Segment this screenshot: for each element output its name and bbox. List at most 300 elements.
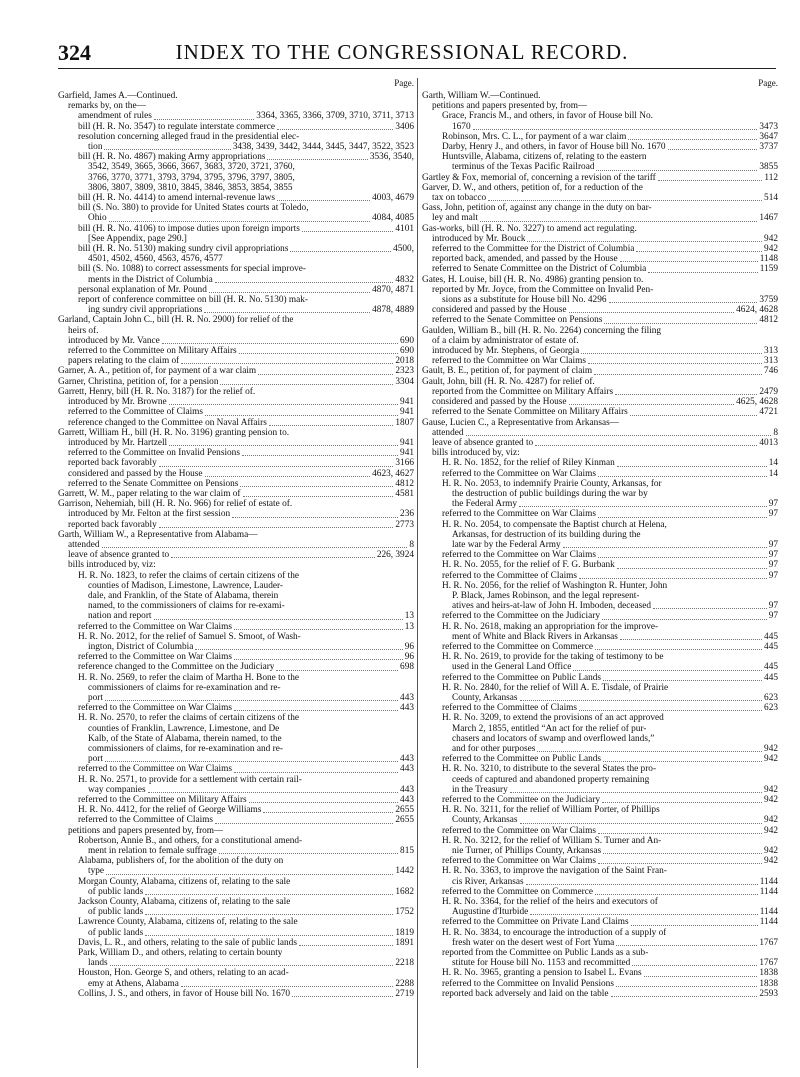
entry-page-ref: 4581 bbox=[395, 488, 414, 499]
entry-text: H. R. No. 3212, for the relief of William S. Turner and An- bbox=[442, 835, 662, 846]
entry-page-ref: 13 bbox=[404, 611, 414, 622]
dot-leader bbox=[234, 710, 398, 711]
entry-text: Augustine d'Iturbide bbox=[452, 907, 529, 918]
index-entry bbox=[58, 499, 414, 509]
dot-leader bbox=[290, 251, 391, 252]
entry-text: H. R. No. 3965, granting a pension to Isabel L. Evans bbox=[442, 968, 642, 979]
entry-text: Ohio bbox=[88, 213, 107, 224]
entry-page-ref: 4812 bbox=[395, 478, 414, 489]
index-entry bbox=[422, 264, 778, 274]
entry-page-ref: 942 bbox=[764, 754, 778, 765]
entry-text: terminus of the Texas Pacific Railroad bbox=[452, 162, 595, 173]
entry-page-ref: 3364, 3365, 3366, 3709, 3710, 3711, 3713 bbox=[256, 111, 414, 122]
entry-text: lands bbox=[88, 958, 108, 969]
index-entry bbox=[422, 428, 778, 438]
index-entry bbox=[422, 489, 778, 499]
index-entry bbox=[58, 693, 414, 703]
dot-leader bbox=[215, 282, 394, 283]
entry-page-ref: 1144 bbox=[759, 907, 778, 918]
entry-text: introduced by Mr. Hartzell bbox=[68, 437, 168, 448]
entry-page-ref: 443 bbox=[400, 795, 414, 806]
index-entry bbox=[58, 315, 414, 325]
entry-text: referred to the Committee on War Claims bbox=[442, 856, 596, 867]
entry-text: fresh water on the desert west of Fort Yuma bbox=[452, 937, 615, 948]
index-entry bbox=[422, 152, 778, 162]
entry-text: Arkansas, for destruction of its building during the bbox=[452, 529, 641, 540]
dot-leader bbox=[145, 914, 393, 915]
entry-text: [See Appendix, page 290.] bbox=[88, 233, 187, 244]
index-entry bbox=[422, 407, 778, 417]
entry-text: ments in the District of Columbia bbox=[88, 274, 213, 285]
entry-page-ref: 226, 3924 bbox=[376, 550, 414, 561]
index-entry bbox=[422, 91, 778, 101]
index-entry bbox=[422, 591, 778, 601]
entry-text: report of conference committee on bill (H. R. No. 5130) mak- bbox=[78, 295, 309, 306]
index-entry bbox=[422, 724, 778, 734]
entry-text: tion bbox=[88, 142, 103, 153]
entry-page-ref: 942 bbox=[764, 795, 778, 806]
index-entry bbox=[58, 509, 414, 519]
dot-leader bbox=[537, 751, 762, 752]
entry-text: 3806, 3807, 3809, 3810, 3845, 3846, 3853, 3854, 3855 bbox=[88, 182, 293, 193]
dot-leader bbox=[596, 170, 757, 171]
index-entry bbox=[422, 805, 778, 815]
dot-leader bbox=[631, 925, 758, 926]
index-entry bbox=[422, 683, 778, 693]
index-entry bbox=[58, 489, 414, 499]
dot-leader bbox=[466, 435, 772, 436]
index-entry bbox=[58, 744, 414, 754]
entry-page-ref: 96 bbox=[404, 641, 414, 652]
entry-page-ref: 942 bbox=[764, 784, 778, 795]
entry-text: port bbox=[88, 754, 103, 765]
entry-text: port bbox=[88, 692, 103, 703]
index-entry bbox=[422, 917, 778, 927]
dot-leader bbox=[617, 568, 767, 569]
entry-page-ref: 4832 bbox=[395, 274, 414, 285]
entry-text: Gaulden, William B., bill (H. R. No. 2264) concerning the filing bbox=[422, 325, 662, 336]
dot-leader bbox=[204, 312, 370, 313]
index-entry bbox=[422, 846, 778, 856]
entry-text: petitions and papers presented by, from— bbox=[432, 101, 588, 112]
entry-page-ref: 1819 bbox=[395, 927, 414, 938]
entry-page-ref: 3406 bbox=[395, 121, 414, 132]
index-entry bbox=[58, 438, 414, 448]
index-entry bbox=[58, 397, 414, 407]
entry-text: Gault, John, bill (H. R. No. 4287) for relief of. bbox=[422, 376, 595, 387]
entry-page-ref: 4870, 4871 bbox=[372, 284, 414, 295]
entry-text: Robertson, Annie B., and others, for a constitutional amend- bbox=[78, 835, 303, 846]
index-entry bbox=[58, 387, 414, 397]
index-entry bbox=[58, 377, 414, 387]
page-number: 324 bbox=[58, 40, 91, 65]
dot-leader bbox=[535, 445, 757, 446]
entry-page-ref: 2719 bbox=[395, 988, 414, 999]
index-entry bbox=[58, 662, 414, 672]
entry-page-ref: 3438, 3439, 3442, 3444, 3445, 3447, 3522, 3523 bbox=[232, 142, 414, 153]
index-entry bbox=[422, 652, 778, 662]
index-entry bbox=[422, 520, 778, 530]
dot-leader bbox=[234, 659, 403, 660]
entry-page-ref: 4101 bbox=[395, 223, 414, 234]
index-entry bbox=[422, 448, 778, 458]
entry-page-ref: 443 bbox=[400, 692, 414, 703]
entry-text: referred to Senate Committee on the District of Columbia bbox=[432, 264, 647, 275]
entry-text: of public lands bbox=[88, 886, 144, 897]
index-entry bbox=[58, 560, 414, 570]
entry-text: Garrett, W. M., paper relating to the war claim of bbox=[58, 488, 241, 499]
index-entry bbox=[58, 601, 414, 611]
index-entry bbox=[422, 836, 778, 846]
index-entry bbox=[422, 244, 778, 254]
index-entry bbox=[422, 611, 778, 621]
index-entry bbox=[422, 101, 778, 111]
dot-leader bbox=[630, 415, 758, 416]
entry-text: Collins, J. S., and others, in favor of House bill No. 1670 bbox=[78, 988, 291, 999]
index-entry bbox=[422, 377, 778, 387]
entry-text: March 2, 1855, entitled “An act for the relief of pur- bbox=[452, 723, 647, 734]
entry-page-ref: 1144 bbox=[759, 917, 778, 928]
index-entry bbox=[58, 713, 414, 723]
dot-leader bbox=[105, 761, 398, 762]
entry-text: Davis, L. R., and others, relating to the sale of public lands bbox=[78, 937, 297, 948]
entry-page-ref: 8 bbox=[773, 427, 778, 438]
entry-text: reported by Mr. Joyce, from the Committee on Invalid Pen- bbox=[432, 284, 654, 295]
index-entry bbox=[58, 785, 414, 795]
entry-text: County, Arkansas bbox=[452, 815, 518, 826]
index-entry bbox=[422, 601, 778, 611]
entry-page-ref: 1767 bbox=[759, 958, 778, 969]
entry-page-ref: 1467 bbox=[759, 213, 778, 224]
index-entry bbox=[58, 203, 414, 213]
dot-leader bbox=[104, 149, 230, 150]
index-entry bbox=[58, 520, 414, 530]
dot-leader bbox=[154, 619, 403, 620]
index-entry bbox=[58, 683, 414, 693]
entry-page-ref: 3166 bbox=[395, 458, 414, 469]
index-entry bbox=[58, 285, 414, 295]
entry-text: reported back favorably bbox=[68, 519, 157, 530]
index-entry bbox=[422, 173, 778, 183]
dot-leader bbox=[598, 517, 767, 518]
index-entry bbox=[58, 764, 414, 774]
entry-page-ref: 1767 bbox=[759, 937, 778, 948]
entry-text: stitute for House bill No. 1153 and recommitted bbox=[452, 958, 631, 969]
entry-page-ref: 623 bbox=[764, 703, 778, 714]
index-entry bbox=[422, 275, 778, 285]
entry-page-ref: 4500, bbox=[393, 244, 414, 255]
index-entry bbox=[58, 173, 414, 183]
entry-page-ref: 3647 bbox=[759, 131, 778, 142]
index-entry bbox=[58, 622, 414, 632]
entry-text: remarks by, on the— bbox=[68, 101, 146, 112]
entry-page-ref: 3855 bbox=[759, 162, 778, 173]
entry-page-ref: 2288 bbox=[395, 978, 414, 989]
index-entry bbox=[58, 428, 414, 438]
entry-text: Kalb, of the State of Alabama, therein named, to the bbox=[88, 733, 282, 744]
entry-page-ref: 1838 bbox=[759, 978, 778, 989]
index-entry bbox=[422, 897, 778, 907]
entry-text: reference changed to the Committee on the Judiciary bbox=[78, 662, 275, 673]
entry-page-ref: 1807 bbox=[395, 417, 414, 428]
dot-leader bbox=[277, 200, 370, 201]
entry-page-ref: 4623, 4627 bbox=[372, 468, 414, 479]
index-entry bbox=[422, 203, 778, 213]
entry-text: H. R. No. 2012, for the relief of Samuel S. Smoot, of Wash- bbox=[78, 631, 301, 642]
entry-text: ley and malt bbox=[432, 213, 478, 224]
entry-text: Houston, Hon. George S, and others, relating to an acad- bbox=[78, 968, 289, 979]
entry-page-ref: 815 bbox=[400, 846, 414, 857]
entry-text: of public lands bbox=[88, 907, 144, 918]
dot-leader bbox=[616, 986, 757, 987]
entry-page-ref: 3737 bbox=[759, 142, 778, 153]
dot-leader bbox=[299, 945, 393, 946]
dot-leader bbox=[302, 231, 394, 232]
index-entry bbox=[58, 418, 414, 428]
dot-leader bbox=[205, 415, 398, 416]
entry-page-ref: 236 bbox=[400, 509, 414, 520]
index-entry bbox=[422, 142, 778, 152]
dot-leader bbox=[154, 119, 254, 120]
entry-text: H. R. No. 3834, to encourage the introduction of a supply of bbox=[442, 927, 667, 938]
dot-leader bbox=[527, 241, 762, 242]
entry-text: ceeds of captured and abandoned property remaining bbox=[452, 774, 650, 785]
entry-text: considered and passed by the House bbox=[432, 305, 567, 316]
index-entry bbox=[422, 285, 778, 295]
entry-text: referred to the Committee on Public Lands bbox=[442, 672, 602, 683]
entry-text: Gault, B. E., petition of, for payment of claim bbox=[422, 366, 593, 377]
dot-leader bbox=[648, 272, 757, 273]
index-entry bbox=[422, 315, 778, 325]
entry-text: referred to the Committee on Private Land Claims bbox=[442, 917, 629, 928]
entry-page-ref: 2773 bbox=[395, 519, 414, 530]
entry-page-ref: 942 bbox=[764, 244, 778, 255]
dot-leader bbox=[581, 353, 762, 354]
entry-text: bill (S. No. 380) to provide for United States courts at Toledo, bbox=[78, 203, 309, 214]
entry-page-ref: 3536, 3540, bbox=[369, 152, 414, 163]
dot-leader bbox=[658, 180, 763, 181]
dot-leader bbox=[181, 363, 393, 364]
entry-text: reported back favorably bbox=[68, 458, 157, 469]
dot-leader bbox=[145, 935, 393, 936]
entry-text: referred to the Committee on Invalid Pensions bbox=[442, 978, 614, 989]
index-entry bbox=[58, 91, 414, 101]
entry-text: attended bbox=[432, 427, 464, 438]
entry-page-ref: 97 bbox=[768, 570, 778, 581]
dot-leader bbox=[636, 251, 762, 252]
entry-page-ref: 97 bbox=[768, 601, 778, 612]
entry-page-ref: 2323 bbox=[395, 366, 414, 377]
entry-text: commissioners of claims for re-examination and re- bbox=[88, 682, 281, 693]
index-entry bbox=[422, 499, 778, 509]
dot-leader bbox=[215, 823, 393, 824]
entry-text: Garfield, James A.—Continued. bbox=[58, 91, 178, 101]
index-entry bbox=[422, 785, 778, 795]
index-entry bbox=[58, 938, 414, 948]
dot-leader bbox=[220, 384, 393, 385]
entry-text: dale, and Franklin, of the State of Alabama, therein bbox=[88, 590, 279, 601]
dot-leader bbox=[249, 802, 398, 803]
entry-page-ref: 942 bbox=[764, 846, 778, 857]
index-entry bbox=[58, 132, 414, 142]
entry-text: referred to the Committee on Commerce bbox=[442, 886, 594, 897]
index-entry bbox=[58, 193, 414, 203]
dot-leader bbox=[615, 394, 757, 395]
index-entry bbox=[422, 162, 778, 172]
entry-page-ref: 97 bbox=[768, 550, 778, 561]
index-entry bbox=[422, 530, 778, 540]
dot-leader bbox=[195, 649, 402, 650]
index-entry bbox=[58, 581, 414, 591]
index-entry bbox=[422, 989, 778, 999]
entry-text: H. R. No. 2618, making an appropriation for the improve- bbox=[442, 621, 659, 632]
dot-leader bbox=[219, 853, 398, 854]
entry-text: Jackson County, Alabama, citizens of, relating to the sale bbox=[78, 897, 291, 908]
entry-text: way companies bbox=[88, 784, 146, 795]
entry-text: Garner, A. A., petition of, for payment of a war claim bbox=[58, 366, 257, 377]
entry-text: nation and report bbox=[88, 611, 152, 622]
dot-leader bbox=[242, 455, 398, 456]
index-entry bbox=[422, 928, 778, 938]
index-entry bbox=[422, 366, 778, 376]
entry-page-ref: 4003, 4679 bbox=[372, 193, 414, 204]
index-entry bbox=[422, 887, 778, 897]
entry-page-ref: 97 bbox=[768, 539, 778, 550]
dot-leader bbox=[519, 506, 767, 507]
dot-leader bbox=[595, 894, 758, 895]
entry-page-ref: 4812 bbox=[759, 315, 778, 326]
entry-text: referred to the Committee on the Judiciary bbox=[442, 795, 600, 806]
index-entry bbox=[422, 979, 778, 989]
entry-text: H. R. No. 2840, for the relief of Will A. E. Tisdale, of Prairie bbox=[442, 682, 669, 693]
dot-leader bbox=[488, 200, 762, 201]
index-entry bbox=[58, 917, 414, 927]
entry-page-ref: 942 bbox=[764, 815, 778, 826]
dot-leader bbox=[628, 139, 757, 140]
index-entry bbox=[58, 244, 414, 254]
dot-leader bbox=[234, 772, 398, 773]
dot-leader bbox=[588, 363, 762, 364]
index-entry bbox=[422, 418, 778, 428]
entry-text: counties of Franklin, Lawrence, Limestone, and De bbox=[88, 723, 280, 734]
index-entry bbox=[422, 642, 778, 652]
entry-page-ref: 623 bbox=[764, 692, 778, 703]
index-entry bbox=[58, 213, 414, 223]
entry-text: referred to the Committee of Claims bbox=[442, 570, 578, 581]
index-entry bbox=[58, 550, 414, 560]
entry-page-ref: 445 bbox=[764, 672, 778, 683]
entry-text: introduced by Mr. Bouck bbox=[432, 233, 526, 244]
index-entry bbox=[422, 479, 778, 489]
entry-text: P. Black, James Robinson, and the legal represent- bbox=[452, 590, 640, 601]
index-entry bbox=[58, 591, 414, 601]
index-entry bbox=[58, 183, 414, 193]
entry-text: 3766, 3770, 3771, 3793, 3794, 3795, 3796, 3797, 3805, bbox=[88, 172, 295, 183]
entry-page-ref: 4084, 4085 bbox=[372, 213, 414, 224]
index-entry bbox=[58, 326, 414, 336]
entry-text: ington, District of Columbia bbox=[88, 641, 194, 652]
index-column-left bbox=[58, 78, 414, 999]
index-entry bbox=[58, 346, 414, 356]
entry-text: Garth, William W., a Representative from Alabama— bbox=[58, 529, 258, 540]
entry-page-ref: 443 bbox=[400, 784, 414, 795]
entry-text: bill (H. R. No. 4106) to impose duties upon foreign imports bbox=[78, 223, 300, 234]
entry-page-ref: 112 bbox=[764, 172, 778, 183]
index-entry bbox=[58, 989, 414, 999]
dot-leader bbox=[267, 159, 367, 160]
entry-text: introduced by Mr. Felton at the first session bbox=[68, 509, 231, 520]
index-entry bbox=[422, 744, 778, 754]
index-entry bbox=[422, 938, 778, 948]
dot-leader bbox=[102, 547, 408, 548]
dot-leader bbox=[569, 404, 735, 405]
index-entry bbox=[58, 968, 414, 978]
entry-page-ref: 1144 bbox=[759, 886, 778, 897]
index-entry bbox=[422, 387, 778, 397]
index-entry bbox=[422, 560, 778, 570]
entry-page-ref: 1838 bbox=[759, 968, 778, 979]
entry-text: 1670 bbox=[452, 121, 471, 132]
entry-page-ref: 941 bbox=[400, 397, 414, 408]
dot-leader bbox=[526, 884, 758, 885]
entry-text: reference changed to the Committee on Naval Affairs bbox=[68, 417, 267, 428]
index-entry bbox=[422, 826, 778, 836]
dot-leader bbox=[106, 874, 393, 875]
entry-text: referred to the Committee on War Claims bbox=[442, 509, 596, 520]
entry-page-ref: 97 bbox=[768, 560, 778, 571]
entry-text: Robinson, Mrs. C. L., for payment of a war claim bbox=[442, 131, 627, 142]
entry-text: H. R. No. 3364, for the relief of the heirs and executors of bbox=[442, 897, 658, 908]
index-entry bbox=[422, 734, 778, 744]
entry-text: H. R. No. 2569, to refer the claim of Martha H. Bone to the bbox=[78, 672, 300, 683]
entry-text: nie Turner, of Phillips County, Arkansas bbox=[452, 846, 602, 857]
entry-text: leave of absence granted to bbox=[68, 550, 170, 561]
index-entry bbox=[58, 407, 414, 417]
index-entry bbox=[58, 540, 414, 550]
index-entry bbox=[422, 336, 778, 346]
dot-leader bbox=[530, 914, 757, 915]
entry-text: referred to the Senate Committee on Pensions bbox=[68, 478, 239, 489]
entry-page-ref: 1159 bbox=[759, 264, 778, 275]
index-entry bbox=[58, 866, 414, 876]
index-entry bbox=[422, 397, 778, 407]
index-entry bbox=[422, 673, 778, 683]
dot-leader bbox=[603, 761, 762, 762]
entry-page-ref: 8 bbox=[409, 539, 414, 550]
entry-page-ref: 3759 bbox=[759, 295, 778, 306]
index-entry bbox=[422, 111, 778, 121]
entry-text: referred to the Committee on War Claims bbox=[432, 356, 586, 367]
entry-text: referred to the Committee of Claims bbox=[442, 703, 578, 714]
entry-text: referred to the Committee on Invalid Pensions bbox=[68, 448, 240, 459]
entry-text: named, to the commissioners of claims for re-exami- bbox=[88, 601, 285, 612]
entry-page-ref: 2479 bbox=[759, 386, 778, 397]
entry-page-ref: 941 bbox=[400, 448, 414, 459]
index-entry bbox=[58, 805, 414, 815]
entry-page-ref: 1752 bbox=[395, 907, 414, 918]
dot-leader bbox=[668, 149, 758, 150]
entry-text: cis River, Arkansas bbox=[452, 876, 524, 887]
index-entry bbox=[58, 234, 414, 244]
entry-text: referred to the Committee on Military Affairs bbox=[68, 346, 237, 357]
entry-page-ref: 445 bbox=[764, 631, 778, 642]
entry-text: and for other purposes bbox=[452, 744, 536, 754]
entry-text: 4501, 4502, 4560, 4563, 4576, 4577 bbox=[88, 254, 223, 265]
entry-text: papers relating to the claim of bbox=[68, 356, 180, 367]
entry-page-ref: 443 bbox=[400, 754, 414, 765]
entry-text: bill (H. R. No. 4867) making Army appropriations bbox=[78, 152, 266, 163]
index-entry bbox=[422, 540, 778, 550]
